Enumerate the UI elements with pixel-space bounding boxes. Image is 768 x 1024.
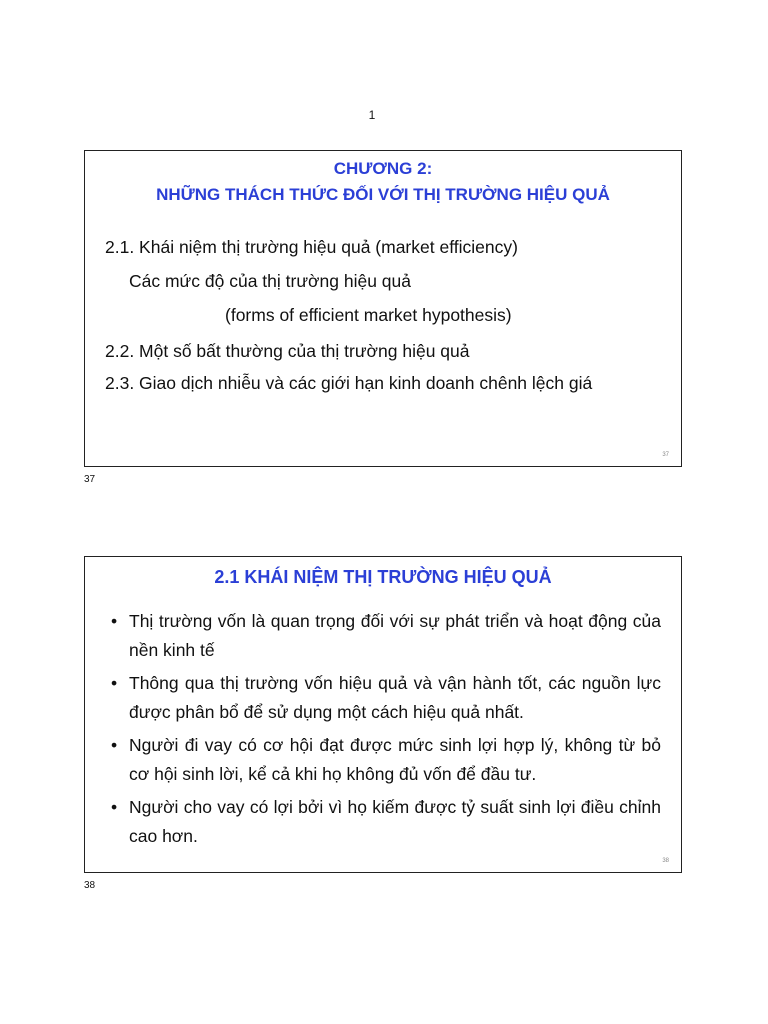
list-item: • Người đi vay có cơ hội đạt được mức sinh lợi hợp lý, không từ bỏ cơ hội sinh lời, kể cả khi họ không đủ vốn để đầu tư. (105, 731, 661, 789)
slide-title: NHỮNG THÁCH THỨC ĐỐI VỚI THỊ TRƯỜNG HIỆU QUẢ (156, 185, 610, 204)
bullet-icon: • (111, 735, 118, 755)
chapter-label: CHƯƠNG 2: (333, 159, 433, 178)
bullet-list (85, 607, 681, 855)
slide-caption-number: 37 (84, 474, 96, 485)
outline-subitem-forms: (forms of efficient market hypothesis) (225, 305, 512, 325)
slide-footer-number: 38 (662, 858, 669, 864)
page-number: 1 (368, 108, 376, 122)
outline-item-2-2: 2.2. Một số bất thường của thị trường hiệu quả (105, 341, 470, 361)
slide-title: 2.1 KHÁI NIỆM THỊ TRƯỜNG HIỆU QUẢ (214, 567, 552, 587)
list-item: • Người cho vay có lợi bởi vì họ kiếm được tỷ suất sinh lợi điều chỉnh cao hơn. (105, 793, 661, 851)
list-item: • Thông qua thị trường vốn hiệu quả và vận hành tốt, các nguồn lực được phân bổ để sử dụng một cách hiệu quả nhất. (105, 669, 661, 727)
bullet-icon: • (111, 611, 118, 631)
slide-37 (84, 150, 682, 467)
outline-item-2-3: 2.3. Giao dịch nhiễu và các giới hạn kinh doanh chênh lệch giá (105, 373, 593, 393)
bullet-icon: • (111, 673, 118, 693)
slide-footer-number: 37 (662, 452, 669, 458)
outline-item-2-1: 2.1. Khái niệm thị trường hiệu quả (market efficiency) (105, 237, 518, 257)
bullet-icon: • (111, 797, 118, 817)
list-item: • Thị trường vốn là quan trọng đối với sự phát triển và hoạt động của nền kinh tế (105, 607, 661, 665)
slide-38 (84, 556, 682, 873)
slide-caption-number: 38 (84, 880, 96, 891)
outline-subitem-levels: Các mức độ của thị trường hiệu quả (129, 271, 411, 291)
